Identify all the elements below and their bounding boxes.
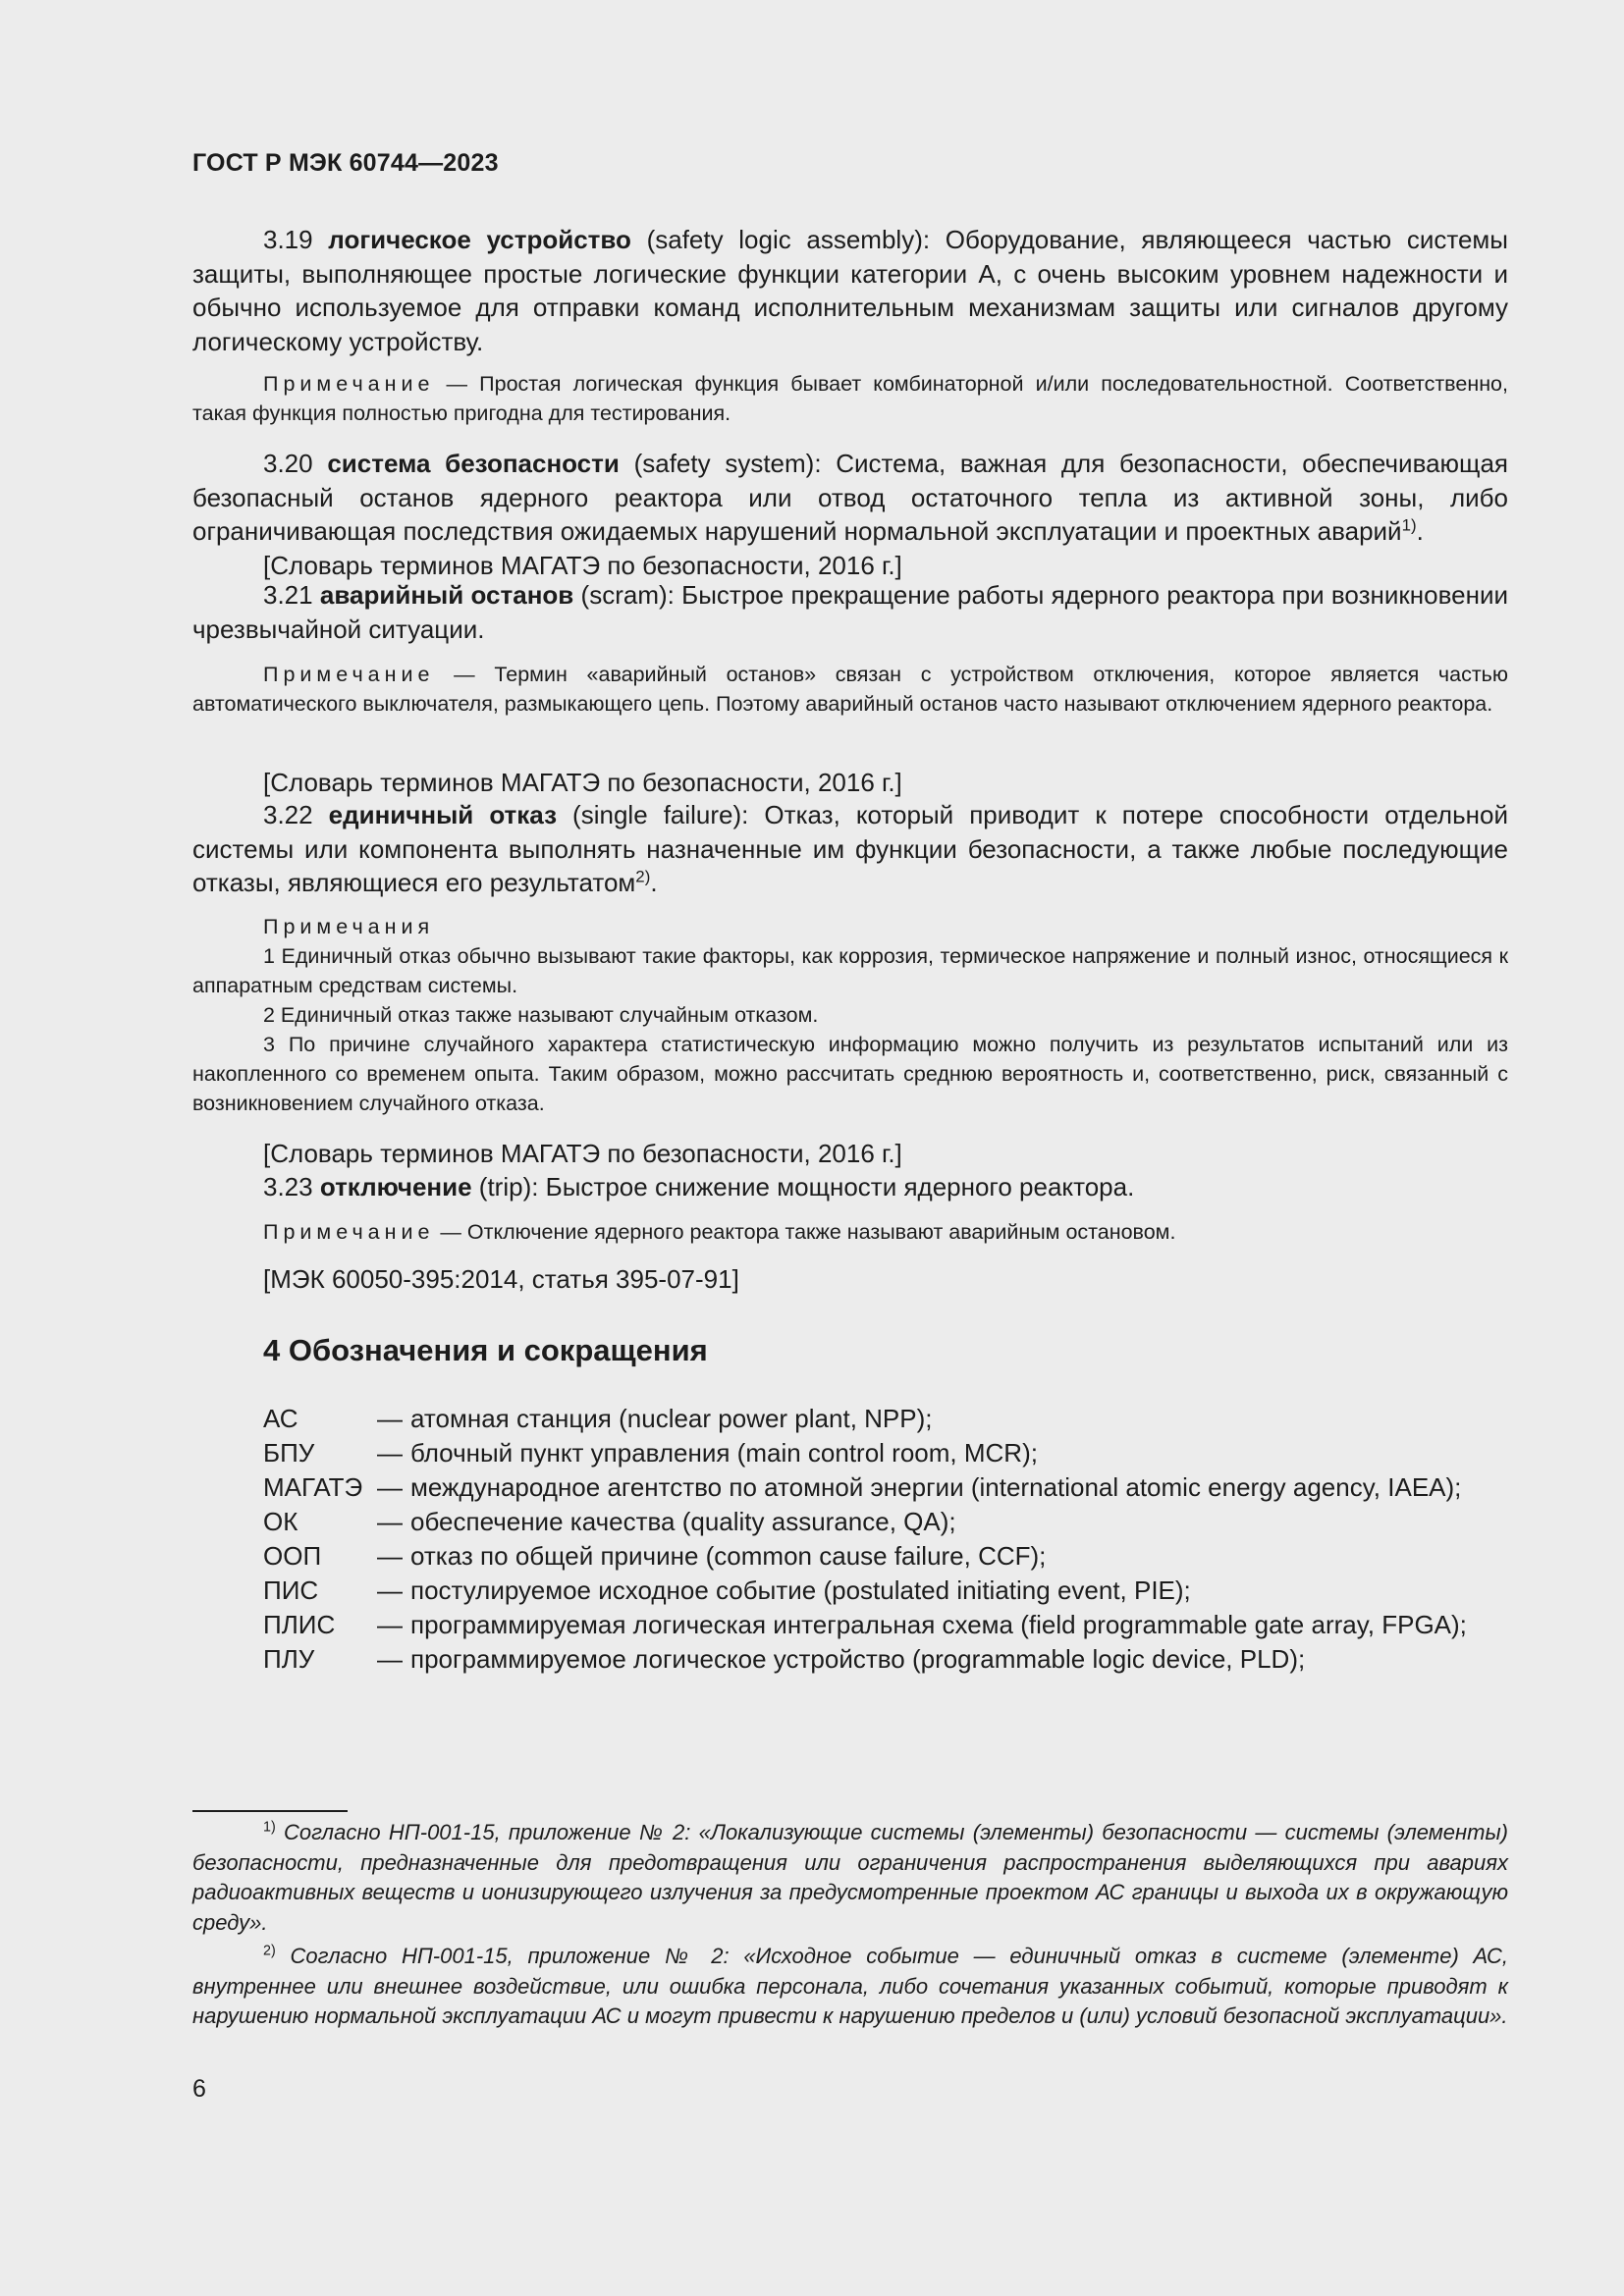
note-3-21 xyxy=(192,660,1508,719)
note-label: Примечание xyxy=(263,1220,435,1244)
footnote-text: Согласно НП-001-15, приложение № 2: «Локализующие системы (элементы) безопасности — системы (элементы) безопасности, предназначенные для предотвращения или ограничения распространения выделяющихся при авариях радиоактивных веществ и ионизирующего излучения за предусмотренные проектом АС границы и выхода их в окружающую среду». xyxy=(192,1820,1508,1935)
abbreviation: ОК xyxy=(263,1507,298,1536)
abbreviation-row xyxy=(263,1608,1508,1642)
dash: — xyxy=(377,1575,403,1605)
footnotes xyxy=(192,1818,1508,2036)
note xyxy=(192,1217,1508,1247)
term-number: 3.21 xyxy=(263,580,313,610)
term-3-19 xyxy=(192,223,1508,358)
note-3-23 xyxy=(192,1217,1508,1247)
dash: — xyxy=(377,1438,403,1468)
term-3-21 xyxy=(192,578,1508,646)
term-text: (safety system): Система, важная для безопасности, обеспечивающая безопасный останов ядерного реактора или отвод остаточного тепла из активной зоны, либо ограничивающая последствия ожидаемых нарушений нормальной эксплуатации и проектных аварий xyxy=(192,449,1508,546)
abbreviation-definition: международное агентство по атомной энергии (international atomic energy agency, IAEA); xyxy=(410,1472,1462,1502)
note xyxy=(192,660,1508,719)
abbreviation-row xyxy=(263,1574,1508,1608)
abbreviation-definition: атомная станция (nuclear power plant, NPP); xyxy=(410,1404,933,1433)
abbreviation-definition: программируемое логическое устройство (programmable logic device, PLD); xyxy=(410,1644,1306,1674)
note-3-19 xyxy=(192,369,1508,428)
source-reference: [МЭК 60050-395:2014, статья 395-07-91] xyxy=(263,1264,739,1294)
footnote-mark: 1) xyxy=(263,1819,276,1836)
abbreviation-row xyxy=(263,1436,1508,1470)
note xyxy=(192,369,1508,428)
term-3-22 xyxy=(192,798,1508,900)
term-number: 3.23 xyxy=(263,1172,313,1201)
dash: — xyxy=(377,1472,403,1502)
note-item: 2 Единичный отказ также называют случайным отказом. xyxy=(263,1003,819,1027)
footnote-divider xyxy=(192,1810,348,1812)
abbreviation: ООП xyxy=(263,1541,322,1571)
abbreviation: МАГАТЭ xyxy=(263,1472,363,1502)
term-number: 3.20 xyxy=(263,449,313,478)
notes-label: Примечания xyxy=(263,915,435,938)
abbreviation: АС xyxy=(263,1404,298,1433)
abbreviation: ПЛИС xyxy=(263,1610,336,1639)
note-text: — Отключение ядерного реактора также называют аварийным остановом. xyxy=(434,1220,1176,1244)
term-definition xyxy=(192,1170,1508,1204)
term-definition xyxy=(192,578,1508,646)
dash: — xyxy=(377,1404,403,1433)
source-reference: [Словарь терминов МАГАТЭ по безопасности, 2016 г.] xyxy=(263,768,902,797)
term-definition: 3.20 система безопасности (safety system): Система, важная для безопасности, обеспечивающая безопасный останов ядерного реактора или отвод остаточного тепла из активной зоны, либо ограничивающая последствия ожидаемых нарушений нормальной эксплуатации и проектных аварий$^{1)}$. xyxy=(192,449,1508,546)
term-name: система безопасности xyxy=(327,449,620,478)
abbreviation-definition: постулируемое исходное событие (postulated initiating event, PIE); xyxy=(410,1575,1191,1605)
term-definition: 3.22 единичный отказ (single failure): Отказ, который приводит к потере способности отдельной системы или компонента выполнять назначенные им функции безопасности, а также любые последующие отказы, являющиеся его результатом$^{2)}$. xyxy=(192,800,1508,897)
abbreviation-row xyxy=(263,1402,1508,1436)
notes-3-22 xyxy=(192,912,1508,1118)
term-number: 3.22 xyxy=(263,800,313,829)
abbreviation-row xyxy=(263,1505,1508,1539)
note-item: 1 Единичный отказ обычно вызывают такие факторы, как коррозия, термическое напряжение и полный износ, относящиеся к аппаратным средствам системы. xyxy=(192,944,1508,997)
footnote-text: Согласно НП-001-15, приложение № 2: «Исходное событие — единичный отказ в системе (элементе) АС, внутреннее или внешнее воздействие, или ошибка персонала, либо сочетания указанных событий, которые приводят к нарушению нормальной эксплуатации АС и могут привести к нарушению пределов и (или) условий безопасной эксплуатации». xyxy=(192,1944,1508,2028)
abbreviation-row xyxy=(263,1470,1508,1505)
abbreviation-definition: блочный пункт управления (main control room, MCR); xyxy=(410,1438,1038,1468)
term-name: единичный отказ xyxy=(328,800,558,829)
abbreviation-definition: программируемая логическая интегральная схема (field programmable gate array, FPGA); xyxy=(410,1610,1467,1639)
abbreviation-row xyxy=(263,1539,1508,1574)
document-header: ГОСТ Р МЭК 60744—2023 xyxy=(192,149,499,177)
abbreviation: ПИС xyxy=(263,1575,319,1605)
source-reference: [Словарь терминов МАГАТЭ по безопасности, 2016 г.] xyxy=(263,1139,902,1168)
abbreviation: БПУ xyxy=(263,1438,315,1468)
abbreviation-row xyxy=(263,1642,1508,1677)
abbreviation-definition: обеспечение качества (quality assurance, QA); xyxy=(410,1507,956,1536)
term-name: отключение xyxy=(319,1172,472,1201)
term-3-20 xyxy=(192,447,1508,582)
abbreviation: ПЛУ xyxy=(263,1644,315,1674)
note-label: Примечание xyxy=(263,372,435,396)
term-number: 3.19 xyxy=(263,225,313,254)
term-text: (trip): Быстрое снижение мощности ядерного реактора. xyxy=(471,1172,1135,1201)
abbreviation-definition: отказ по общей причине (common cause failure, CCF); xyxy=(410,1541,1047,1571)
dash: — xyxy=(377,1610,403,1639)
term-definition xyxy=(192,223,1508,358)
dash: — xyxy=(377,1644,403,1674)
footnote-mark: 2) xyxy=(263,1943,276,1959)
source-reference: [Словарь терминов МАГАТЭ по безопасности, 2016 г.] xyxy=(263,550,902,580)
section-title: 4 Обозначения и сокращения xyxy=(263,1333,708,1367)
footnote-marker: 1) xyxy=(1401,515,1417,535)
dash: — xyxy=(377,1541,403,1571)
footnote xyxy=(192,1942,1508,2032)
term-name: аварийный останов xyxy=(319,580,574,610)
term-3-21-ref xyxy=(192,766,1508,800)
note-text: — Простая логическая функция бывает комбинаторной и/или последовательностной. Соответственно, такая функция полностью пригодна для тестирования. xyxy=(192,372,1508,425)
footnote xyxy=(192,1818,1508,1938)
note-text: — Термин «аварийный останов» связан с устройством отключения, которое является частью автоматического выключателя, размыкающего цепь. Поэтому аварийный останов часто называют отключением ядерного реактора. xyxy=(192,663,1508,716)
note-label: Примечание xyxy=(263,663,435,686)
term-text: (single failure): Отказ, который приводит к потере способности отдельной системы или компонента выполнять назначенные им функции безопасности, а также любые последующие отказы, являющиеся его результатом xyxy=(192,800,1508,897)
term-name: логическое устройство xyxy=(328,225,631,254)
footnote-marker: 2) xyxy=(635,867,651,886)
term-3-23-ref xyxy=(192,1262,1508,1297)
note-item: 3 По причине случайного характера статистическую информацию можно получить из результатов испытаний или из накопленного со временем опыта. Таким образом, можно рассчитать среднюю вероятность и, соответственно, риск, связанный с возникновением случайного отказа. xyxy=(192,1033,1508,1115)
term-text: (scram): Быстрое прекращение работы ядерного реактора при возникновении чрезвычайной ситуации. xyxy=(192,580,1508,644)
dash: — xyxy=(377,1507,403,1536)
term-text: (safety logic assembly): Оборудование, являющееся частью системы защиты, выполняющее простые логические функции категории А, с очень высоким уровнем надежности и обычно используемое для отправки команд исполнительным механизмам защиты или сигналов другому логическому устройству. xyxy=(192,225,1508,356)
term-3-23 xyxy=(192,1170,1508,1204)
abbreviation-list xyxy=(263,1402,1508,1677)
term-3-22-ref xyxy=(192,1137,1508,1171)
page-number: 6 xyxy=(192,2075,206,2103)
